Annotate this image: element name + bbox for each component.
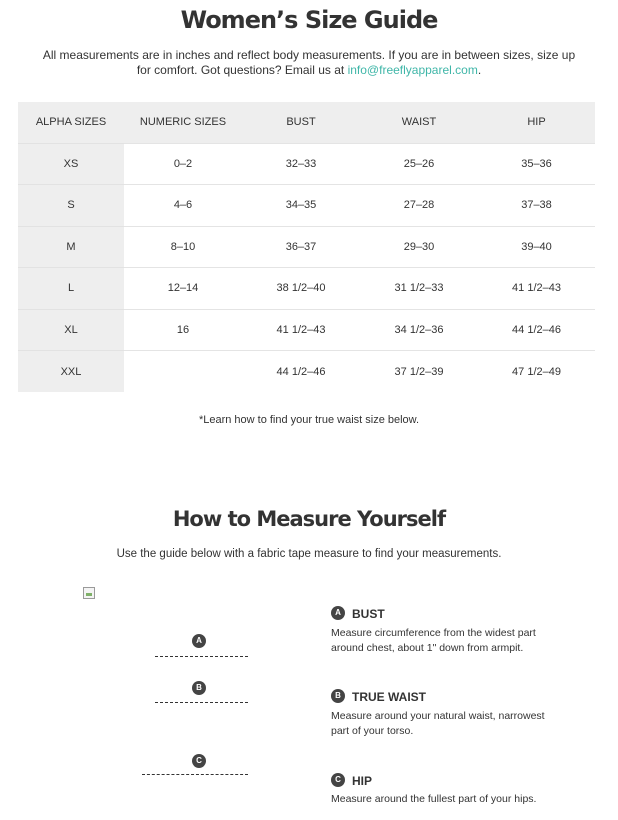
cell-hip: 47 1/2–49 <box>478 351 595 393</box>
cell-waist: 25–26 <box>360 143 478 185</box>
cell-hip: 44 1/2–46 <box>478 309 595 351</box>
cell-bust: 32–33 <box>242 143 360 185</box>
table-row <box>18 143 595 185</box>
header-bust: BUST <box>242 102 360 143</box>
intro-text <box>40 48 578 78</box>
cell-alpha: XL <box>18 309 124 351</box>
marker-b-badge: B <box>192 681 206 695</box>
step-hip-desc: Measure around the fullest part of your hips. <box>331 793 537 805</box>
broken-image-icon <box>83 587 95 599</box>
waist-guide-line <box>155 702 248 703</box>
cell-waist: 34 1/2–36 <box>360 309 478 351</box>
step-b-badge: B <box>331 689 345 703</box>
hip-guide-line <box>142 774 248 775</box>
cell-alpha: S <box>18 185 124 227</box>
cell-alpha: XS <box>18 143 124 185</box>
cell-hip: 41 1/2–43 <box>478 268 595 310</box>
cell-waist: 37 1/2–39 <box>360 351 478 393</box>
step-waist-title: TRUE WAIST <box>352 690 426 704</box>
measure-section-title: How to Measure Yourself <box>172 507 446 531</box>
cell-bust: 41 1/2–43 <box>242 309 360 351</box>
cell-hip: 35–36 <box>478 143 595 185</box>
header-waist: WAIST <box>360 102 478 143</box>
cell-numeric: 16 <box>124 309 242 351</box>
cell-bust: 36–37 <box>242 226 360 268</box>
cell-numeric: 0–2 <box>124 143 242 185</box>
cell-waist: 27–28 <box>360 185 478 227</box>
email-link[interactable]: info@freeflyapparel.com <box>347 63 478 77</box>
intro-end: . <box>477 63 482 77</box>
table-row <box>18 226 595 268</box>
cell-waist: 31 1/2–33 <box>360 268 478 310</box>
cell-numeric <box>124 351 242 393</box>
marker-a-badge: A <box>192 634 206 648</box>
table-row <box>18 185 595 227</box>
step-c-badge: C <box>331 773 345 787</box>
waist-footnote: *Learn how to find your true waist size below. <box>198 414 420 426</box>
bust-guide-line <box>155 656 248 657</box>
cell-bust: 44 1/2–46 <box>242 351 360 393</box>
cell-bust: 34–35 <box>242 185 360 227</box>
table-row <box>18 351 595 393</box>
step-bust-title: BUST <box>352 607 385 621</box>
step-bust-desc: Measure circumference from the widest part around chest, about 1" down from armpit. <box>331 627 536 654</box>
step-hip-title: HIP <box>352 774 373 788</box>
cell-alpha: XXL <box>18 351 124 393</box>
cell-numeric: 12–14 <box>124 268 242 310</box>
cell-alpha: L <box>18 268 124 310</box>
cell-numeric: 4–6 <box>124 185 242 227</box>
measure-section-subtitle: Use the guide below with a fabric tape measure to find your measurements. <box>116 548 502 560</box>
cell-bust: 38 1/2–40 <box>242 268 360 310</box>
step-waist-desc: Measure around your natural waist, narrowest part of your torso. <box>331 710 545 737</box>
page-title: Women’s Size Guide <box>180 6 438 34</box>
table-row <box>18 309 595 351</box>
cell-alpha: M <box>18 226 124 268</box>
header-hip: HIP <box>478 102 595 143</box>
table-header-row <box>18 102 595 143</box>
step-a-badge: A <box>331 606 345 620</box>
intro-body: All measurements are in inches and reflect body measurements. If you are in between sizes, size up for comfort. Got questions? Email us at <box>42 48 576 77</box>
cell-hip: 39–40 <box>478 226 595 268</box>
cell-numeric: 8–10 <box>124 226 242 268</box>
header-alpha-sizes: ALPHA SIZES <box>18 102 124 143</box>
table-row <box>18 268 595 310</box>
marker-c-badge: C <box>192 754 206 768</box>
cell-hip: 37–38 <box>478 185 595 227</box>
cell-waist: 29–30 <box>360 226 478 268</box>
size-table <box>18 102 595 392</box>
header-numeric-sizes: NUMERIC SIZES <box>124 102 242 143</box>
